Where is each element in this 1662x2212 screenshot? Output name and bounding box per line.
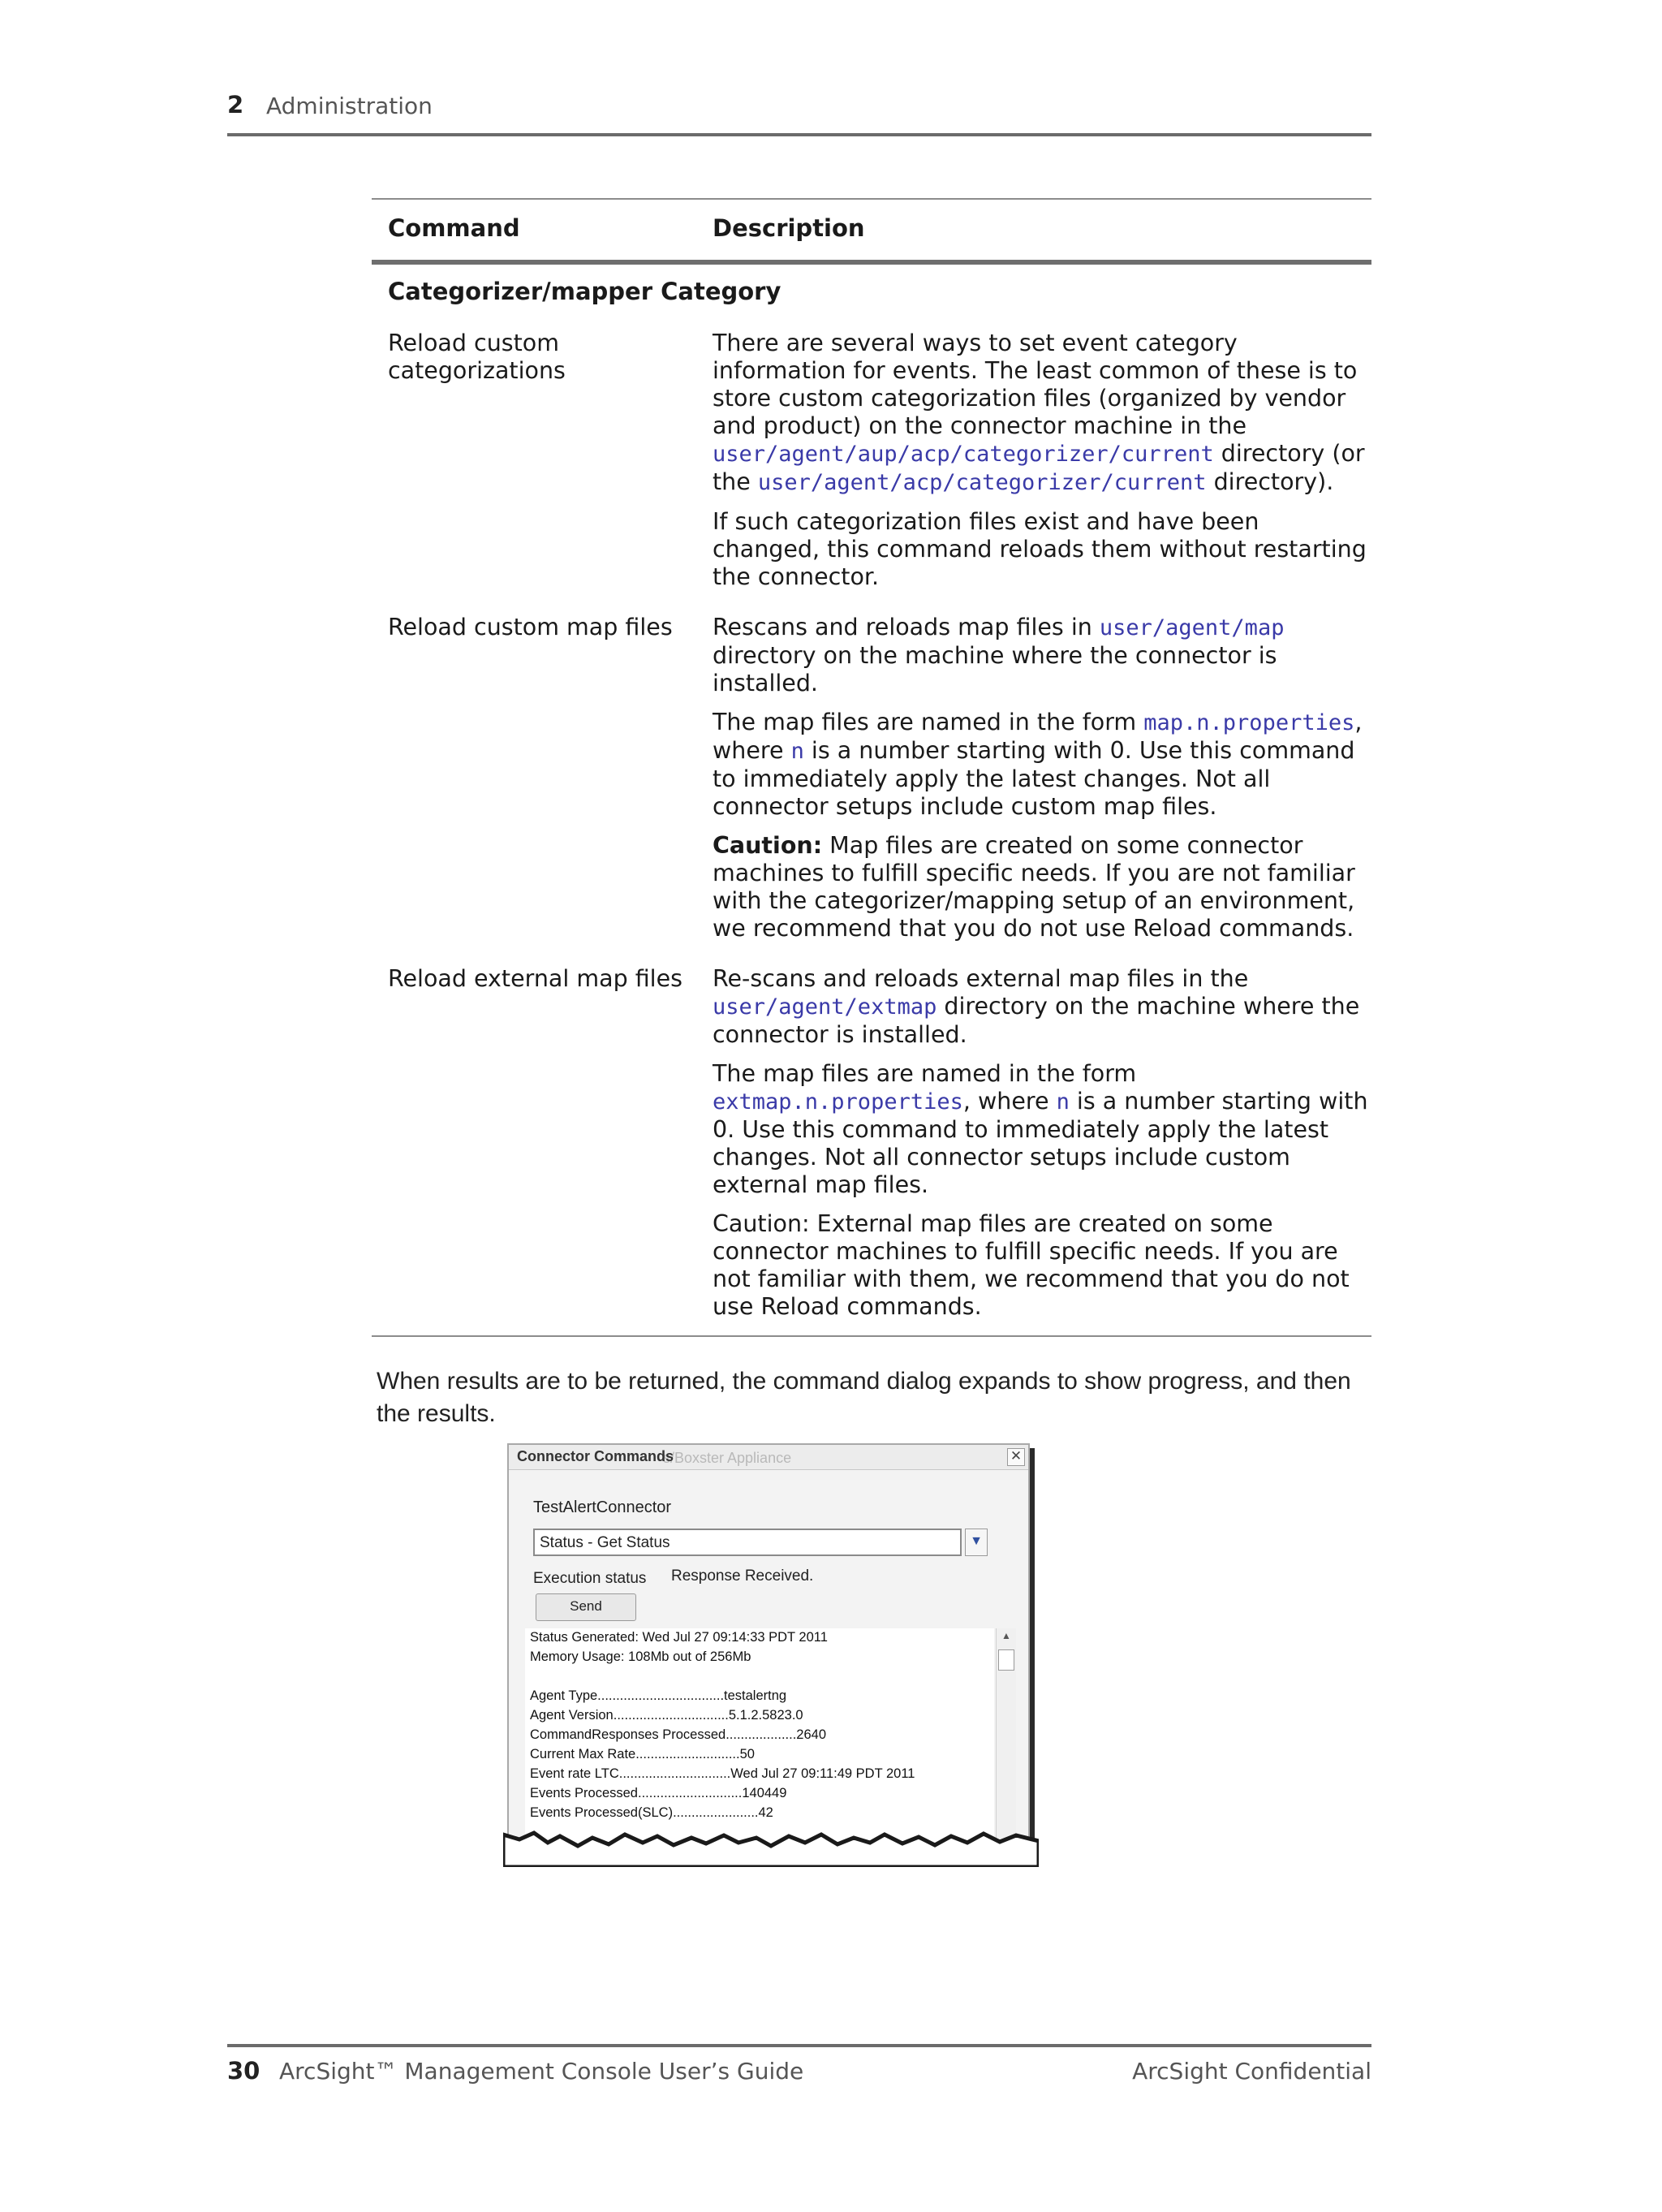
- output-line: Current Max Rate............................50: [530, 1747, 755, 1761]
- description-paragraph: If such categorization files exist and have been changed, this command reloads them without restarting the connector.: [713, 508, 1367, 590]
- chapter-title: Administration: [266, 93, 433, 119]
- text-run: , where: [962, 1088, 1057, 1115]
- command-select[interactable]: [533, 1529, 962, 1556]
- text-run: directory on the machine where the connector is installed.: [713, 642, 1277, 696]
- torn-edge-graphic: [503, 1818, 1039, 1867]
- confidentiality-label: ArcSight Confidential: [1132, 2058, 1371, 2085]
- table-row: [372, 965, 1371, 1332]
- code-filename: extmap.n.properties: [713, 1089, 963, 1115]
- text-run: Rescans and reloads map files in: [713, 614, 1100, 640]
- description-cell: [713, 614, 1371, 954]
- close-icon[interactable]: ✕: [1007, 1448, 1025, 1466]
- text-run: The map files are named in the form: [713, 1060, 1137, 1087]
- output-line: Memory Usage: 108Mb out of 256Mb: [530, 1649, 751, 1664]
- code-path: user/agent/extmap: [713, 994, 937, 1020]
- command-cell: Reload custom map files: [388, 614, 673, 640]
- page-number: 30: [227, 2057, 260, 2085]
- text-run: is a number starting with 0. Use this command to immediately apply the latest changes. Not all connector setups include custom external map files.: [713, 1088, 1368, 1198]
- text-run: directory on the machine where the connector is installed.: [713, 993, 1360, 1048]
- text-run: , where: [713, 709, 1363, 764]
- output-line: Events Processed(SLC).......................42: [530, 1805, 773, 1820]
- description-paragraph: [713, 709, 1371, 821]
- text-run: Map files are created on some connector machines to fulfill specific needs. If you are not familiar with the categorizer/mapping setup of an environment, we recommend that you do not use Reload commands.: [713, 832, 1355, 942]
- code-path: user/agent/aup/acp/categorizer/current: [713, 442, 1214, 467]
- connector-name: TestAlertConnector: [533, 1498, 672, 1516]
- caution-label: Caution:: [713, 832, 823, 859]
- description-paragraph: [713, 832, 1371, 942]
- command-cell: Reload external map files: [388, 965, 682, 992]
- table-row: [372, 614, 1371, 954]
- table-row: [372, 330, 1371, 602]
- execution-status-label: Execution status: [533, 1570, 647, 1587]
- description-paragraph: [713, 614, 1371, 697]
- code-path: user/agent/acp/categorizer/current: [757, 470, 1207, 495]
- text-run: There are several ways to set event category information for events. The least common of these is to store custom categorization files (organized by vendor and product) on the connector machine in the: [713, 330, 1358, 439]
- execution-status-value: Response Received.: [671, 1567, 814, 1585]
- description-paragraph: [713, 330, 1371, 497]
- text-run: The map files are named in the form: [713, 709, 1144, 735]
- commands-table: [372, 198, 1371, 1337]
- output-line: Status Generated: Wed Jul 27 09:14:33 PDT 2011: [530, 1630, 828, 1645]
- description-cell: [713, 330, 1371, 602]
- code-filename: map.n.properties: [1143, 710, 1355, 735]
- code-path: user/agent/map: [1099, 615, 1285, 640]
- background-window-title: s/Boxster Appliance: [663, 1450, 792, 1466]
- output-line: Events Processed............................140449: [530, 1786, 787, 1800]
- send-button[interactable]: Send: [536, 1593, 636, 1621]
- code-variable: n: [790, 739, 804, 764]
- scrollbar-thumb[interactable]: [998, 1649, 1014, 1671]
- code-variable: n: [1056, 1089, 1070, 1115]
- output-line: Agent Type..................................testalertng: [530, 1688, 787, 1703]
- text-run: directory).: [1206, 468, 1334, 495]
- chapter-number: 2: [227, 91, 244, 119]
- scroll-up-icon[interactable]: ▲: [1001, 1630, 1011, 1641]
- description-paragraph: [713, 965, 1371, 1049]
- body-paragraph: When results are to be returned, the command dialog expands to show progress, and then the results.: [377, 1368, 1351, 1427]
- column-header-command: Command: [388, 214, 520, 242]
- page-footer: [227, 2044, 1371, 2085]
- output-line: CommandResponses Processed...................2640: [530, 1727, 827, 1742]
- table-header-row: [372, 200, 1371, 265]
- table-bottom-rule: [372, 1335, 1371, 1337]
- description-paragraph: [713, 1060, 1371, 1199]
- connector-commands-dialog: [507, 1443, 1030, 1861]
- command-select-value: Status - Get Status: [540, 1534, 670, 1551]
- document-title: ArcSight™ Management Console User’s Guide: [279, 2058, 804, 2085]
- output-line: Event rate LTC..............................Wed Jul 27 09:11:49 PDT 2011: [530, 1766, 915, 1781]
- command-cell: Reload custom categorizations: [388, 330, 566, 384]
- text-run: directory (or the: [713, 440, 1365, 495]
- text-run: Re-scans and reloads external map files in the: [713, 965, 1249, 992]
- description-cell: [713, 965, 1371, 1332]
- description-paragraph: Caution: External map files are created on some connector machines to fulfill specific needs. If you are not familiar with them, we recommend that you do not use Reload commands.: [713, 1210, 1350, 1320]
- dialog-titlebar[interactable]: [509, 1445, 1028, 1470]
- output-line: Agent Version...............................5.1.2.5823.0: [530, 1708, 803, 1723]
- text-run: is a number starting with 0. Use this command to immediately apply the latest changes. Not all connector setups include custom map files.: [713, 737, 1355, 820]
- category-heading: Categorizer/mapper Category: [388, 278, 781, 305]
- column-header-description: Description: [713, 214, 865, 242]
- page-header: [227, 91, 1371, 136]
- dialog-title: Connector Commands: [517, 1448, 674, 1464]
- chevron-down-icon[interactable]: ▼: [965, 1529, 988, 1556]
